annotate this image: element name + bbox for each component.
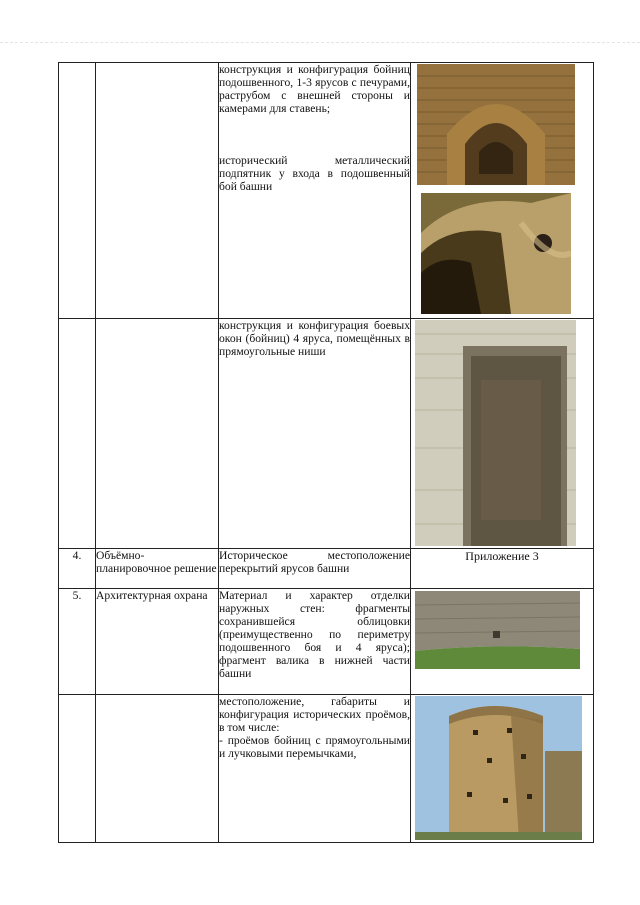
description-floors: Историческое местоположение перекрытий ярусов башни [219,549,410,575]
row-description [219,319,411,549]
description-pivot: исторический металлический подпятник у входа в подошвенный бой башни [219,154,410,193]
row-description [219,589,411,695]
row-description [219,63,411,319]
row-description [219,549,411,589]
row-photos [411,319,594,549]
row-title [96,63,219,319]
row-description [219,695,411,843]
description-wall-finish: Материал и характер отделки наружных стен: фрагменты сохранившейся облицовки (преимущественно по периметру подошвенного боя и 4 яруса); фрагмент валика в нижней части башни [219,589,410,680]
row-title: Архитектурная охрана [96,589,219,695]
row-title [96,695,219,843]
table-row [59,589,594,695]
row-number [59,695,96,843]
photo-brick-embrasure [417,64,575,185]
photo-wall-cladding [415,591,580,669]
row-title [96,319,219,549]
description-openings: местоположение, габариты и конфигурация исторических проёмов, в том числе: [219,695,410,734]
description-embrasures: конструкция и конфигурация бойниц подошвенного, 1-3 ярусов с печурами, раструбом с внешней стороны и камерами для ставень; [219,63,410,115]
photo-metal-pivot [421,193,571,314]
table-row [59,63,594,319]
row-number: 5. [59,589,96,695]
protection-subjects-table [58,62,594,843]
appendix-label: Приложение 3 [465,549,539,563]
row-number [59,319,96,549]
appendix-reference [411,549,594,589]
row-photos [411,589,594,695]
description-embrasure-lintels: - проёмов бойниц с прямоугольными и лучковыми перемычками, [219,734,410,760]
photo-window-niche [415,320,576,546]
row-number: 4. [59,549,96,589]
row-photos [411,695,594,843]
table-row [59,319,594,549]
photo-tower-exterior [415,696,582,840]
row-title: Объёмно-планировочное решение [96,549,219,589]
description-windows: конструкция и конфигурация боевых окон (бойниц) 4 яруса, помещённых в прямоугольные ниши [219,319,410,358]
table-row [59,549,594,589]
row-number [59,63,96,319]
table-row [59,695,594,843]
page-top-rule [0,42,640,43]
row-photos [411,63,594,319]
